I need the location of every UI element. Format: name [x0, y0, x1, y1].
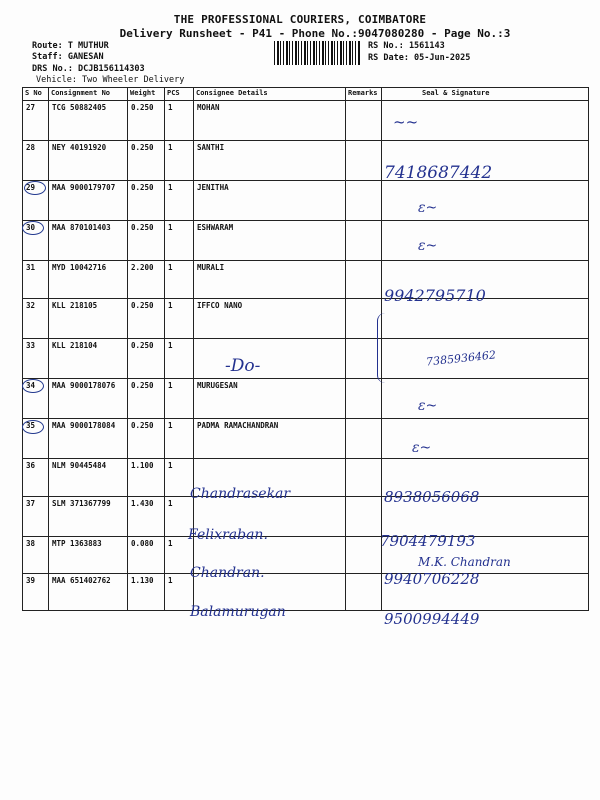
rs-number: RS No.: 1561143 [368, 41, 445, 51]
cell-cno: SLM 371367799 [49, 497, 128, 537]
cell-weight: 1.100 [128, 459, 165, 497]
barcode [274, 41, 360, 65]
phone-28: 7418687442 [384, 163, 493, 183]
cell-pcs: 1 [165, 221, 194, 261]
cell-cno: MAA 870101403 [49, 221, 128, 261]
name-38: Chandran. [190, 565, 265, 581]
cell-consignee: JENITHA [194, 181, 346, 221]
cell-consignee: MURALI [194, 261, 346, 299]
signature-35: ɛ~ [412, 440, 432, 456]
cell-remarks [346, 221, 382, 261]
cell-pcs: 1 [165, 497, 194, 537]
col-seal-signature: Seal & Signature [382, 88, 589, 101]
col-consignment-no: Consignment No [49, 88, 128, 101]
cell-cno: NEY 40191920 [49, 141, 128, 181]
route-label: Route: T MUTHUR [32, 41, 109, 51]
cell-remarks [346, 181, 382, 221]
staff-label: Staff: GANESAN [32, 52, 104, 62]
circle-mark [22, 420, 44, 434]
cell-cno: MAA 9000178076 [49, 379, 128, 419]
runsheet-table [22, 87, 589, 611]
cell-seal [382, 181, 589, 221]
table-row [23, 574, 589, 611]
table-row [23, 221, 589, 261]
cell-remarks [346, 459, 382, 497]
circle-mark [22, 379, 44, 393]
cell-cno: MAA 9000178084 [49, 419, 128, 459]
cell-pcs: 1 [165, 261, 194, 299]
table-header-row [23, 88, 589, 101]
cell-pcs: 1 [165, 459, 194, 497]
table-row [23, 261, 589, 299]
cell-cno: NLM 90445484 [49, 459, 128, 497]
cell-weight: 1.430 [128, 497, 165, 537]
cell-remarks [346, 101, 382, 141]
cell-sno: 32 [23, 299, 49, 339]
cell-weight: 0.250 [128, 339, 165, 379]
cell-sno: 34 [23, 379, 49, 419]
cell-weight: 2.200 [128, 261, 165, 299]
rs-date: RS Date: 05-Jun-2025 [368, 53, 471, 63]
cell-seal [382, 379, 589, 419]
cell-sno: 27 [23, 101, 49, 141]
phone-31: 9942795710 [384, 286, 486, 305]
table-row [23, 101, 589, 141]
table-row [23, 339, 589, 379]
cell-pcs: 1 [165, 141, 194, 181]
phone-38: 9940706228 [384, 570, 480, 588]
name-37: Felixraban. [188, 527, 268, 543]
runsheet-subtitle: Delivery Runsheet - P41 - Phone No.:9047080280 - Page No.:3 [119, 27, 511, 40]
cell-cno: KLL 218105 [49, 299, 128, 339]
col-weight: Weight [128, 88, 165, 101]
table-row [23, 299, 589, 339]
cell-remarks [346, 261, 382, 299]
ditto-mark: -Do- [225, 356, 261, 376]
cell-consignee: IFFCO NANO [194, 299, 346, 339]
cell-pcs: 1 [165, 419, 194, 459]
phone-33: 7385936462 [425, 348, 497, 369]
cell-sno: 30 [23, 221, 49, 261]
name-39: Balamurugan [190, 604, 286, 620]
table-row [23, 181, 589, 221]
table-row [23, 379, 589, 419]
cell-cno: MYD 10042716 [49, 261, 128, 299]
drs-number: DRS No.: DCJB156114303 [32, 64, 145, 74]
col-consignee: Consignee Details [194, 88, 346, 101]
name-36: Chandrasekar [190, 486, 291, 502]
cell-pcs: 1 [165, 101, 194, 141]
cell-cno: MTP 1363883 [49, 537, 128, 574]
cell-weight: 0.080 [128, 537, 165, 574]
cell-weight: 0.250 [128, 181, 165, 221]
cell-pcs: 1 [165, 339, 194, 379]
cell-weight: 1.130 [128, 574, 165, 611]
cell-weight: 0.250 [128, 221, 165, 261]
cell-weight: 0.250 [128, 141, 165, 181]
cell-sno: 31 [23, 261, 49, 299]
cell-seal [382, 221, 589, 261]
signature-38: M.K. Chandran [418, 555, 511, 569]
cell-cno: MAA 9000179707 [49, 181, 128, 221]
col-remarks: Remarks [346, 88, 382, 101]
cell-remarks [346, 497, 382, 537]
company-title: THE PROFESSIONAL COURIERS, COIMBATORE [173, 13, 427, 26]
signature-27: ~~ [393, 113, 419, 131]
signature-30: ɛ~ [418, 238, 438, 254]
cell-remarks [346, 379, 382, 419]
cell-weight: 0.250 [128, 299, 165, 339]
cell-consignee: SANTHI [194, 141, 346, 181]
table-row [23, 459, 589, 497]
cell-remarks [346, 419, 382, 459]
cell-sno: 35 [23, 419, 49, 459]
cell-pcs: 1 [165, 379, 194, 419]
cell-sno: 33 [23, 339, 49, 379]
cell-remarks [346, 537, 382, 574]
col-pcs: PCS [165, 88, 194, 101]
cell-consignee: PADMA RAMACHANDRAN [194, 419, 346, 459]
cell-weight: 0.250 [128, 419, 165, 459]
circle-mark [24, 181, 46, 195]
signature-29: ɛ~ [418, 200, 438, 216]
cell-cno: MAA 651402762 [49, 574, 128, 611]
cell-pcs: 1 [165, 181, 194, 221]
col-sno: S No [23, 88, 49, 101]
cell-cno: TCG 50882405 [49, 101, 128, 141]
cell-weight: 0.250 [128, 379, 165, 419]
circle-mark [22, 221, 44, 235]
cell-consignee: MOHAN [194, 101, 346, 141]
cell-sno: 29 [23, 181, 49, 221]
table-row [23, 497, 589, 537]
cell-sno: 37 [23, 497, 49, 537]
cell-sno: 38 [23, 537, 49, 574]
cell-consignee: MURUGESAN [194, 379, 346, 419]
cell-pcs: 1 [165, 574, 194, 611]
phone-37: 7904479193 [380, 532, 476, 550]
cell-remarks [346, 574, 382, 611]
cell-sno: 28 [23, 141, 49, 181]
cell-remarks [346, 141, 382, 181]
bracket-mark [377, 313, 388, 383]
cell-pcs: 1 [165, 537, 194, 574]
cell-weight: 0.250 [128, 101, 165, 141]
phone-36: 8938056068 [384, 488, 480, 506]
cell-sno: 39 [23, 574, 49, 611]
table-row [23, 419, 589, 459]
phone-39: 9500994449 [384, 610, 480, 628]
cell-sno: 36 [23, 459, 49, 497]
cell-consignee [194, 339, 346, 379]
signature-34: ɛ~ [418, 398, 438, 414]
cell-cno: KLL 218104 [49, 339, 128, 379]
cell-consignee: ESHWARAM [194, 221, 346, 261]
vehicle-label: Vehicle: Two Wheeler Delivery [36, 75, 185, 85]
cell-pcs: 1 [165, 299, 194, 339]
table-row [23, 141, 589, 181]
